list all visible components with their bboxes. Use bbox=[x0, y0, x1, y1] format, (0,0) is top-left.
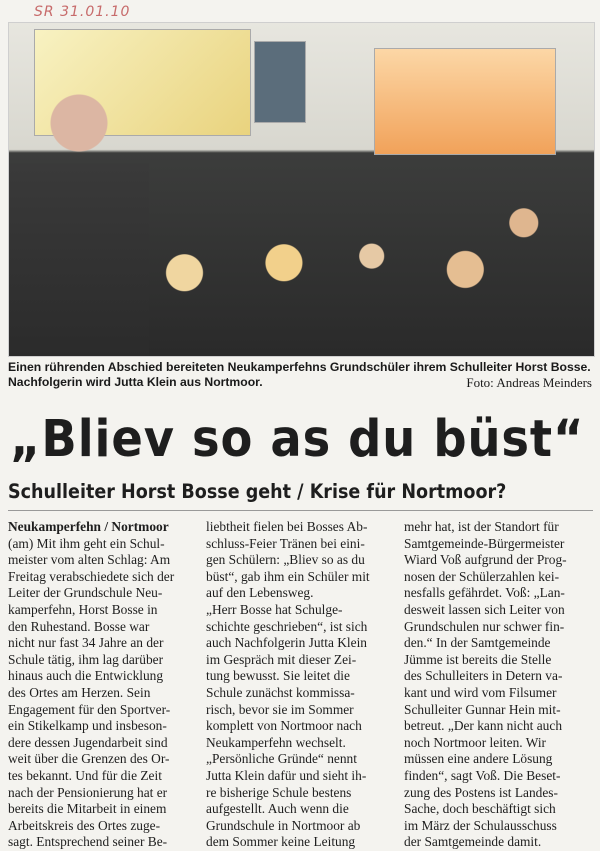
photo-caption bbox=[8, 360, 598, 390]
text-line: zung des Postens ist Landes- bbox=[404, 784, 558, 800]
handwritten-date-note: SR 31.01.10 bbox=[34, 4, 131, 20]
text-line: nosen der Schülerzahlen kei- bbox=[404, 568, 560, 584]
article-column-3 bbox=[404, 519, 590, 851]
article-subheadline: Schulleiter Horst Bosse geht / Krise für Nortmoor? bbox=[8, 480, 507, 503]
text-line: re bisherige Schule bestens bbox=[206, 784, 352, 800]
text-line: weit über die Grenzen des Or- bbox=[8, 751, 170, 767]
text-line: nesfalls gefährdet. Voß: „Lan- bbox=[404, 585, 565, 601]
text-line: Grundschulen nur schwer fin- bbox=[404, 618, 565, 634]
text-line: Leiter der Grundschule Neu- bbox=[8, 585, 163, 601]
text-line: „Persönliche Gründe“ nennt bbox=[206, 751, 357, 767]
text-line: Schulleiter Gunnar Hein mit- bbox=[404, 701, 561, 717]
text-line: meister vom alten Schlag: Am bbox=[8, 552, 171, 568]
text-line: gen Schülern: „Bliev so as du bbox=[206, 552, 365, 568]
text-line: finden“, sagt Voß. Die Beset- bbox=[404, 767, 561, 783]
text-line: Jutta Klein dafür und sieht ih- bbox=[206, 767, 367, 783]
text-line: aufgestellt. Auch wenn die bbox=[206, 801, 349, 817]
article-column-1 bbox=[8, 519, 194, 851]
text-line: müssen eine andere Lösung bbox=[404, 751, 553, 767]
wall-poster bbox=[254, 41, 306, 123]
text-line: hinaus auch die Entwicklung bbox=[8, 668, 164, 684]
text-line: risch, bevor sie im Sommer bbox=[206, 701, 354, 717]
text-line: Sache, doch beschäftigt sich bbox=[404, 801, 556, 817]
divider bbox=[8, 510, 593, 511]
text-line: Arbeitskreis des Ortes zuge- bbox=[8, 817, 161, 833]
text-line: kamperfehn, Horst Bosse in bbox=[8, 601, 158, 617]
text-line: sagt. Entsprechend seiner Be- bbox=[8, 834, 168, 850]
text-line: Schule zunächst kommissa- bbox=[206, 684, 355, 700]
text-line: des Schulleiters in Detern va- bbox=[404, 668, 563, 684]
text-line: dem Sommer keine Leitung bbox=[206, 834, 356, 850]
text-line: den Ruhestand. Bosse war bbox=[8, 618, 150, 634]
text-line: der Samtgemeinde damit. bbox=[404, 834, 542, 850]
text-line: im März der Schulausschuss bbox=[404, 817, 557, 833]
text-line: Samtgemeinde-Bürgermeister bbox=[404, 535, 565, 551]
text-line: auch Nachfolgerin Jutta Klein bbox=[206, 635, 368, 651]
dateline: Neukamperfehn / Nortmoor bbox=[8, 519, 169, 534]
text-line: Neukamperfehn wechselt. bbox=[206, 734, 346, 750]
text-line: kant und wird vom Filsumer bbox=[404, 684, 557, 700]
text-line: Freitag verabschiedete sich der bbox=[8, 568, 175, 584]
text-line: Engagement für den Sportver- bbox=[8, 701, 171, 717]
text-line: auf den Lebensweg. bbox=[206, 585, 314, 601]
text-line: schluss-Feier Tränen bei eini- bbox=[206, 535, 365, 551]
headmaster-figure bbox=[9, 68, 149, 357]
text-line: mehr hat, ist der Standort für bbox=[404, 519, 559, 534]
text-line: dere dessen Jugendarbeit sind bbox=[8, 734, 168, 750]
text-line: liebtheit fielen bei Bosses Ab- bbox=[206, 519, 368, 534]
text-line: im Gespräch mit dieser Zei- bbox=[206, 651, 357, 667]
text-line: des Ortes am Herzen. Sein bbox=[8, 684, 151, 700]
article-photo bbox=[8, 22, 595, 357]
text-line: betreut. „Der kann nicht auch bbox=[404, 718, 563, 734]
text-line: Wiard Voß aufgrund der Prog- bbox=[404, 552, 567, 568]
wall-drawings bbox=[374, 48, 556, 155]
text-line: noch Nortmoor leiten. Wir bbox=[404, 734, 547, 750]
text-line: nach der Pensionierung hat er bbox=[8, 784, 168, 800]
photo-credit: Foto: Andreas Meinders bbox=[466, 375, 592, 390]
text-line: Grundschule in Nortmoor ab bbox=[206, 817, 361, 833]
text-line: tes bekannt. Und für die Zeit bbox=[8, 767, 162, 783]
text-line: den.“ In der Samtgemeinde bbox=[404, 635, 551, 651]
text-line: nicht nur fast 34 Jahre an der bbox=[8, 635, 164, 651]
text-line: desweit lassen sich Leiter von bbox=[404, 601, 565, 617]
text-line: komplett von Nortmoor nach bbox=[206, 718, 362, 734]
text-line: (am) Mit ihm geht ein Schul- bbox=[8, 535, 165, 551]
text-line: Jümme ist bereits die Stelle bbox=[404, 651, 552, 667]
text-line: tung bewusst. Sie leitet die bbox=[206, 668, 350, 684]
text-line: büst“, gab ihm ein Schüler mit bbox=[206, 568, 370, 584]
text-line: ein Stikelkamp und insbeson- bbox=[8, 718, 167, 734]
text-line: schichte geschrieben“, ist sich bbox=[206, 618, 368, 634]
text-line: bereits die Mitarbeit in einem bbox=[8, 801, 167, 817]
text-line: Schule tätig, ihm lag darüber bbox=[8, 651, 164, 667]
caption-text: Einen rührenden Abschied bereiteten Neukamperfehns Grundschüler ihrem Schulleiter Horst Bosse. Nachfolgerin wird Jutta Klein aus Nortmoor. bbox=[8, 360, 591, 389]
text-line: „Herr Bosse hat Schulge- bbox=[206, 601, 343, 617]
article-column-2 bbox=[206, 519, 392, 851]
article-headline: „Bliev so as du büst“ bbox=[10, 410, 585, 469]
